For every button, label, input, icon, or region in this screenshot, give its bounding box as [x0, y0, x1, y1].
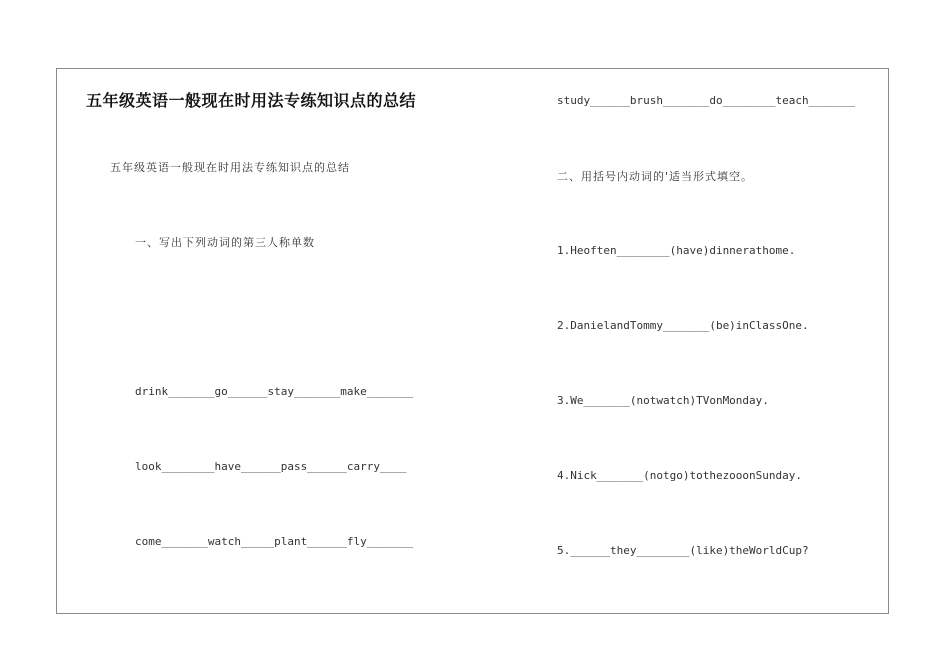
section1-heading: 一、写出下列动词的第三人称单数 [135, 236, 315, 249]
subtitle: 五年级英语一般现在时用法专练知识点的总结 [110, 161, 350, 174]
exercise-1: 1.Heoften________(have)dinnerathome. [557, 244, 796, 257]
page-frame [56, 68, 889, 614]
exercise-3: 3.We_______(notwatch)TVonMonday. [557, 394, 769, 407]
exercise-5: 5.______they________(like)theWorldCup? [557, 544, 809, 557]
page-title: 五年级英语一般现在时用法专练知识点的总结 [86, 91, 417, 110]
verb-row-1: drink_______go______stay_______make_______ [135, 385, 414, 398]
verb-row-3: come_______watch_____plant______fly_______ [135, 535, 414, 548]
verb-row-4: study______brush_______do________teach_______ [557, 94, 856, 107]
exercise-4: 4.Nick_______(notgo)tothezooonSunday. [557, 469, 803, 482]
section2-heading: 二、用括号内动词的'适当形式填空。 [557, 170, 754, 183]
exercise-2: 2.DanielandTommy_______(be)inClassOne. [557, 319, 809, 332]
verb-row-2: look________have______pass______carry____ [135, 460, 407, 473]
